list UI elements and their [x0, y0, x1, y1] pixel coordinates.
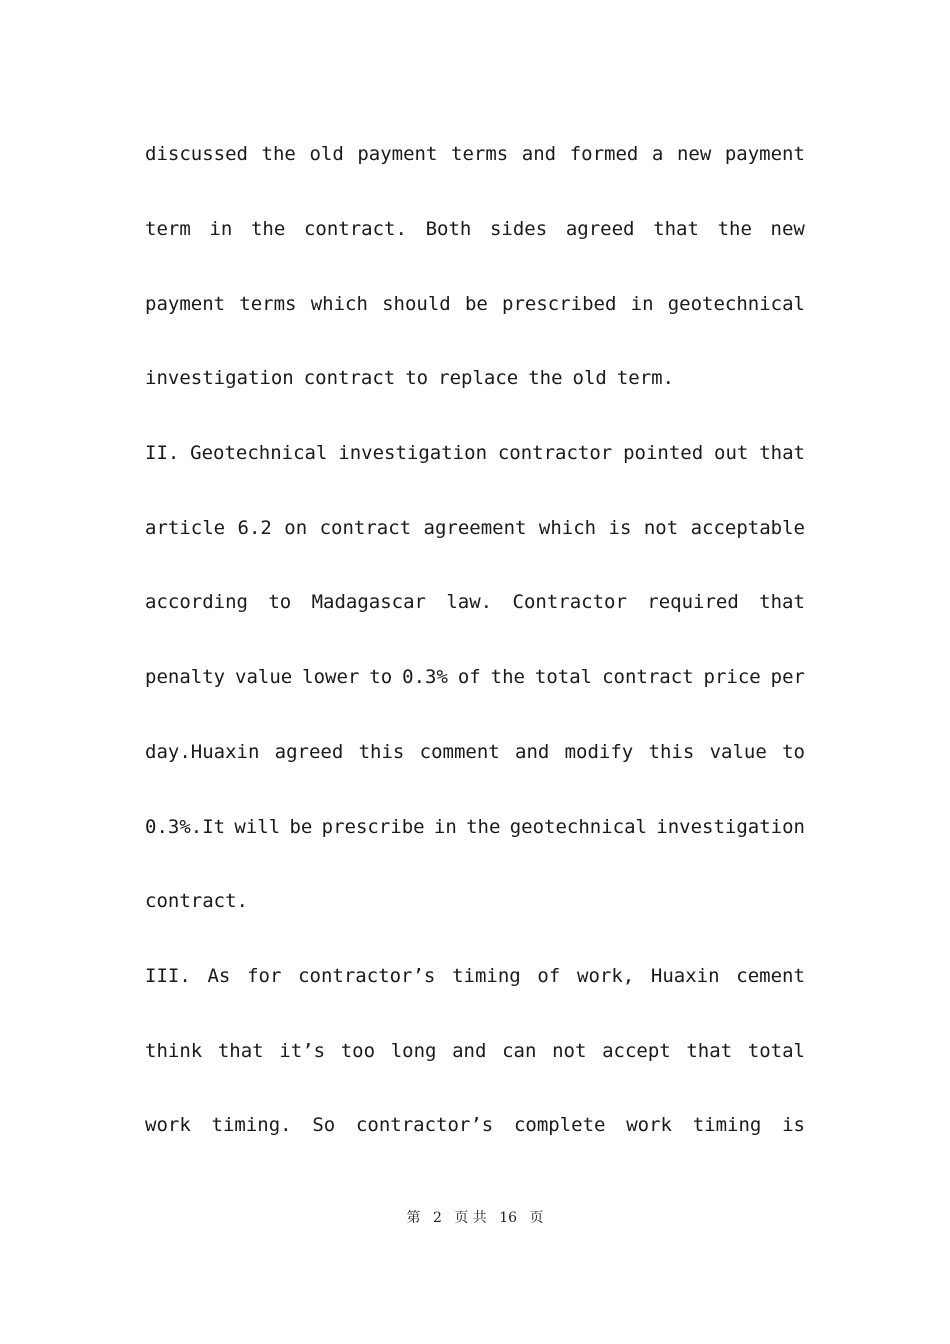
- text-word: that: [759, 442, 805, 465]
- text-line: [145, 117, 805, 192]
- text-line: [145, 490, 805, 565]
- text-word: agreement: [423, 516, 527, 539]
- text-word: too: [340, 1039, 376, 1062]
- text-line: [145, 565, 805, 640]
- text-word: accept: [602, 1039, 671, 1062]
- text-word: acceptable: [690, 516, 805, 539]
- text-word: that: [686, 1039, 733, 1062]
- text-word: Both: [425, 218, 472, 241]
- text-word: As: [207, 964, 231, 987]
- text-word: on: [284, 516, 308, 539]
- text-word: terms: [239, 292, 297, 315]
- text-word: out: [714, 442, 749, 465]
- text-word: day.Huaxin: [145, 740, 260, 763]
- text-word: is: [608, 516, 632, 539]
- footer-total-pages: 16: [499, 1210, 518, 1226]
- text-word: price: [703, 666, 761, 689]
- text-word: old: [572, 367, 607, 390]
- text-line: [145, 1088, 805, 1163]
- text-word: contract: [303, 367, 396, 390]
- text-word: payment: [145, 292, 226, 315]
- text-word: of: [537, 964, 561, 987]
- text-word: contractor: [497, 442, 613, 465]
- text-line: [145, 864, 805, 939]
- text-word: geotechnical: [667, 292, 805, 315]
- text-word: III.: [145, 964, 191, 987]
- text-word: be: [289, 815, 313, 838]
- text-word: the: [717, 218, 752, 241]
- text-word: Contractor: [512, 591, 627, 614]
- text-word: payment: [357, 143, 438, 166]
- text-word: that: [653, 218, 699, 241]
- text-word: timing: [692, 1114, 762, 1137]
- text-word: geotechnical: [509, 815, 647, 838]
- text-word: discussed: [145, 143, 248, 166]
- text-word: new: [770, 218, 805, 241]
- text-word: contract: [602, 666, 694, 689]
- text-word: the: [261, 143, 296, 166]
- text-word: II.: [145, 442, 180, 465]
- text-word: this: [648, 740, 695, 763]
- text-word: old: [309, 143, 344, 166]
- footer-prefix: 第: [406, 1210, 421, 1226]
- text-word: article: [145, 516, 226, 539]
- text-word: investigation: [145, 367, 294, 390]
- text-line: [145, 1013, 805, 1088]
- text-word: that: [217, 1039, 264, 1062]
- footer-page-number: 2: [432, 1210, 442, 1226]
- text-word: value: [709, 740, 767, 763]
- text-word: it’s: [279, 1039, 326, 1062]
- text-word: replace: [438, 367, 519, 390]
- text-word: which: [310, 292, 368, 315]
- text-line: [145, 266, 805, 341]
- text-word: a: [651, 143, 664, 166]
- text-word: pointed: [623, 442, 704, 465]
- text-word: agreed: [565, 218, 635, 241]
- text-word: cement: [736, 964, 805, 987]
- text-word: contract.: [145, 890, 248, 913]
- text-word: and: [521, 143, 557, 166]
- text-word: work: [145, 1114, 191, 1137]
- text-word: not: [643, 516, 679, 539]
- text-word: and: [452, 1039, 487, 1062]
- text-word: contractor’s: [355, 1114, 494, 1137]
- text-word: investigation: [656, 815, 805, 838]
- text-word: the: [466, 815, 501, 838]
- text-word: in: [433, 815, 457, 838]
- text-word: is: [782, 1114, 805, 1137]
- text-word: in: [209, 218, 233, 241]
- text-word: lower: [302, 666, 360, 689]
- text-word: penalty: [145, 666, 226, 689]
- text-word: law.: [446, 591, 493, 614]
- text-line: [145, 416, 805, 491]
- text-word: to: [782, 740, 805, 763]
- text-word: to: [268, 591, 292, 614]
- text-word: investigation: [338, 442, 488, 465]
- text-word: contractor’s: [298, 964, 436, 987]
- text-word: the: [490, 666, 525, 689]
- text-word: and: [515, 740, 550, 763]
- text-word: agreed: [274, 740, 344, 763]
- text-word: complete: [513, 1114, 606, 1137]
- text-word: the: [528, 367, 563, 390]
- text-word: required: [647, 591, 739, 614]
- text-word: which: [538, 516, 597, 539]
- text-word: terms: [451, 143, 509, 166]
- text-word: prescribed: [502, 292, 617, 315]
- text-word: total: [534, 666, 593, 689]
- text-word: not: [552, 1039, 587, 1062]
- text-word: the: [250, 218, 286, 241]
- text-word: term.: [616, 367, 675, 390]
- text-word: So: [312, 1114, 336, 1137]
- text-word: think: [145, 1039, 203, 1062]
- text-word: term: [145, 218, 191, 241]
- text-line: [145, 341, 805, 416]
- text-word: 0.3%.It: [145, 815, 226, 838]
- text-word: total: [747, 1039, 805, 1062]
- text-word: timing: [452, 964, 521, 987]
- text-word: work,: [577, 964, 635, 987]
- text-word: prescribe: [321, 815, 425, 838]
- text-word: Madagascar: [311, 591, 426, 614]
- text-line: [145, 715, 805, 790]
- text-word: that: [759, 591, 805, 614]
- text-word: formed: [569, 143, 639, 166]
- text-word: 6.2: [237, 516, 272, 539]
- text-word: Geotechnical: [190, 442, 328, 465]
- text-word: to: [405, 367, 429, 390]
- text-word: contract: [319, 516, 412, 539]
- text-word: of: [457, 666, 481, 689]
- page-footer: [0, 1207, 950, 1227]
- text-word: comment: [419, 740, 500, 763]
- text-word: 0.3%: [402, 666, 448, 689]
- text-word: Huaxin: [650, 964, 720, 987]
- text-word: modify: [564, 740, 634, 763]
- text-line: [145, 939, 805, 1014]
- text-word: sides: [489, 218, 548, 241]
- text-word: long: [390, 1039, 437, 1062]
- text-word: to: [369, 666, 393, 689]
- text-word: per: [770, 666, 805, 689]
- text-word: for: [247, 964, 282, 987]
- body-text: [145, 117, 805, 1163]
- text-word: new: [676, 143, 712, 166]
- text-word: work: [626, 1114, 672, 1137]
- text-word: payment: [724, 143, 805, 166]
- footer-middle: 页 共: [454, 1210, 487, 1226]
- text-word: will: [234, 815, 281, 838]
- footer-suffix: 页: [529, 1210, 544, 1226]
- text-word: timing.: [211, 1114, 292, 1137]
- text-word: in: [630, 292, 654, 315]
- text-word: be: [464, 292, 488, 315]
- text-word: according: [145, 591, 248, 614]
- text-word: can: [502, 1039, 537, 1062]
- text-line: [145, 640, 805, 715]
- text-line: [145, 192, 805, 267]
- text-word: contract.: [303, 218, 407, 241]
- text-word: value: [235, 666, 293, 689]
- text-word: should: [382, 292, 451, 315]
- text-line: [145, 789, 805, 864]
- text-word: this: [358, 740, 405, 763]
